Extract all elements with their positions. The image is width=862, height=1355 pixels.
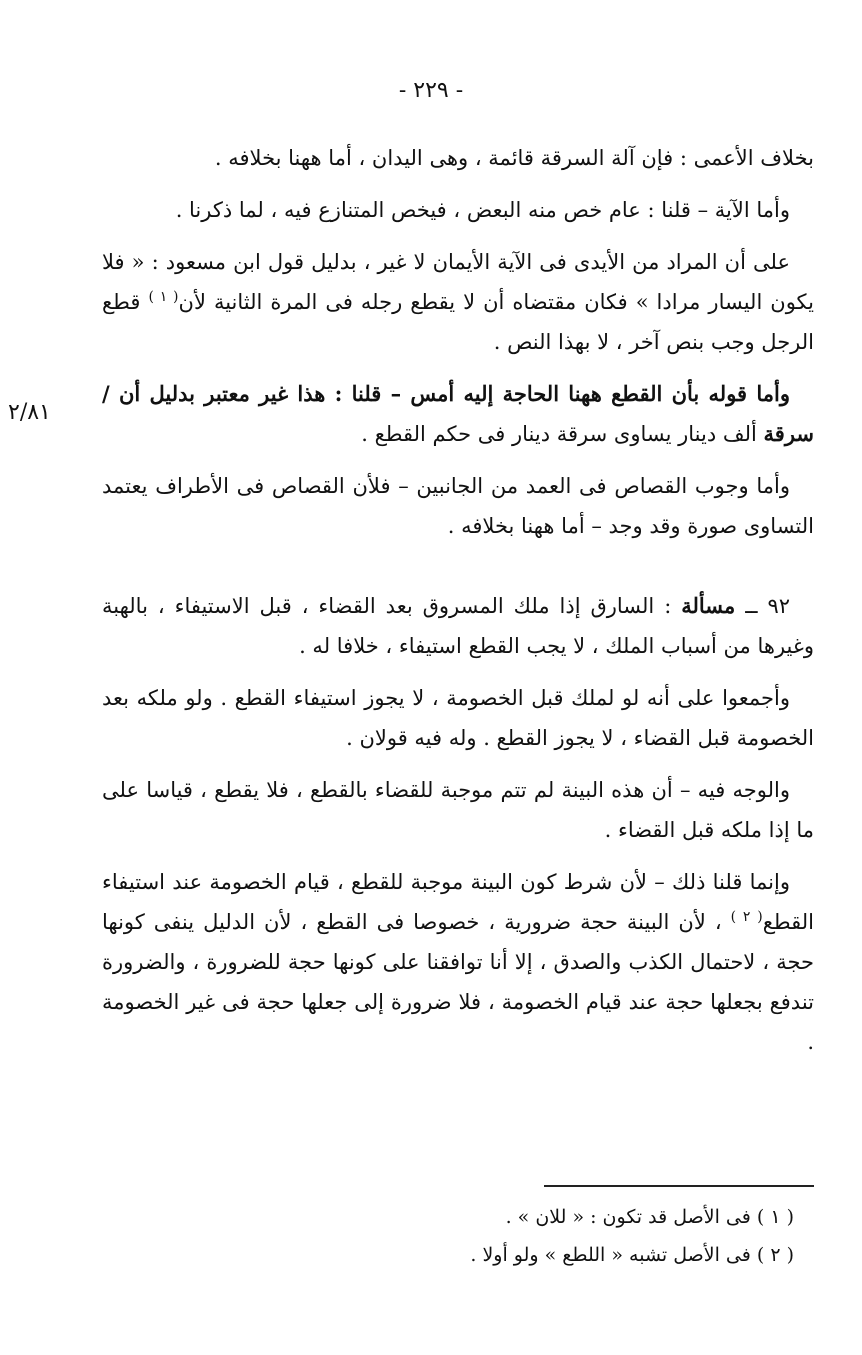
paragraph-8: والوجه فيه – أن هذه البينة لم تتم موجبة للقضاء بالقطع ، فلا يقطع ، قياسا على ما إذا ملكه قبل القضاء .: [102, 778, 814, 842]
paragraph-9: [102, 862, 814, 1062]
paragraph-3: [102, 242, 814, 362]
footnote-1: ( ١ ) فى الأصل قد تكون : « للان » .: [505, 1206, 794, 1228]
issue-label: مسألة: [681, 593, 736, 618]
main-text: [102, 138, 814, 1074]
margin-reference: ٢/٨١: [8, 400, 51, 425]
paragraph-1: بخلاف الأعمى : فإن آلة السرقة قائمة ، وهى اليدان ، أما ههنا بخلافه .: [214, 146, 814, 170]
page-number: - ٢٢٩ -: [398, 78, 464, 103]
footnote-marker-2: ( ٢ ): [730, 909, 763, 925]
paragraph-9-text-a: وإنما قلنا ذلك – لأن شرط كون البينة موجبة للقطع ، قيام الخصومة عند استيفاء القطع: [102, 870, 814, 934]
footnote-marker-1: ( ١ ): [148, 289, 179, 305]
issue-number: ٩٢ ــ: [735, 594, 791, 618]
paragraph-4-text: ألف دينار يساوى سرقة دينار فى حكم القطع .: [361, 422, 764, 446]
footnotes: [102, 1198, 814, 1274]
paragraph-2: وأما الآية – قلنا : عام خص منه البعض ، فيخص المتنازع فيه ، لما ذكرنا .: [175, 198, 790, 222]
paragraph-4: [102, 374, 814, 454]
paragraph-6: [102, 586, 814, 666]
paragraph-4-bold-text: وأما قوله بأن القطع ههنا الحاجة إليه أمس – قلنا : هذا غير معتبر بدليل أن / سرقة: [102, 381, 814, 446]
footnote-divider: [544, 1185, 814, 1187]
paragraph-9-text-b: ، لأن البينة حجة ضرورية ، خصوصا فى القطع ، لأن الدليل ينفى كونها حجة ، لاحتمال الكذب والصدق ، إلا أنا توافقنا على كونها حجة للضرورة ، والضرورة تندفع بجعلها حجة عند قيام الخصومة ، فلا ضرورة إلى جعلها حجة فى غير الخصومة .: [102, 910, 814, 1054]
paragraph-5: وأما وجوب القصاص فى العمد من الجانبين – فلأن القصاص فى الأطراف يعتمد التساوى صورة وقد وجد – أما ههنا بخلافه .: [102, 474, 814, 538]
paragraph-3-text-a: على أن المراد من الأيدى فى الآية الأيمان لا غير ، بدليل قول ابن مسعود : « فلا يكون اليسار مرادا » فكان مقتضاه أن لا يقطع رجله فى المرة الثانية لأن: [102, 250, 815, 314]
footnote-2: ( ٢ ) فى الأصل تشبه « اللطع » ولو أولا .: [470, 1244, 794, 1266]
paragraph-7: وأجمعوا على أنه لو لملك قبل الخصومة ، لا يجوز استيفاء القطع . ولو ملكه بعد الخصومة قبل القضاء ، لا يجوز القطع . وله فيه قولان .: [102, 686, 814, 750]
paragraph-6-text: : السارق إذا ملك المسروق بعد القضاء ، قبل الاستيفاء ، بالهبة وغيرها من أسباب الملك ، لا يجب القطع استيفاء ، خلافا له .: [102, 594, 814, 658]
paragraph-3-text-b: قطع الرجل وجب بنص آخر ، لا بهذا النص .: [102, 290, 814, 354]
